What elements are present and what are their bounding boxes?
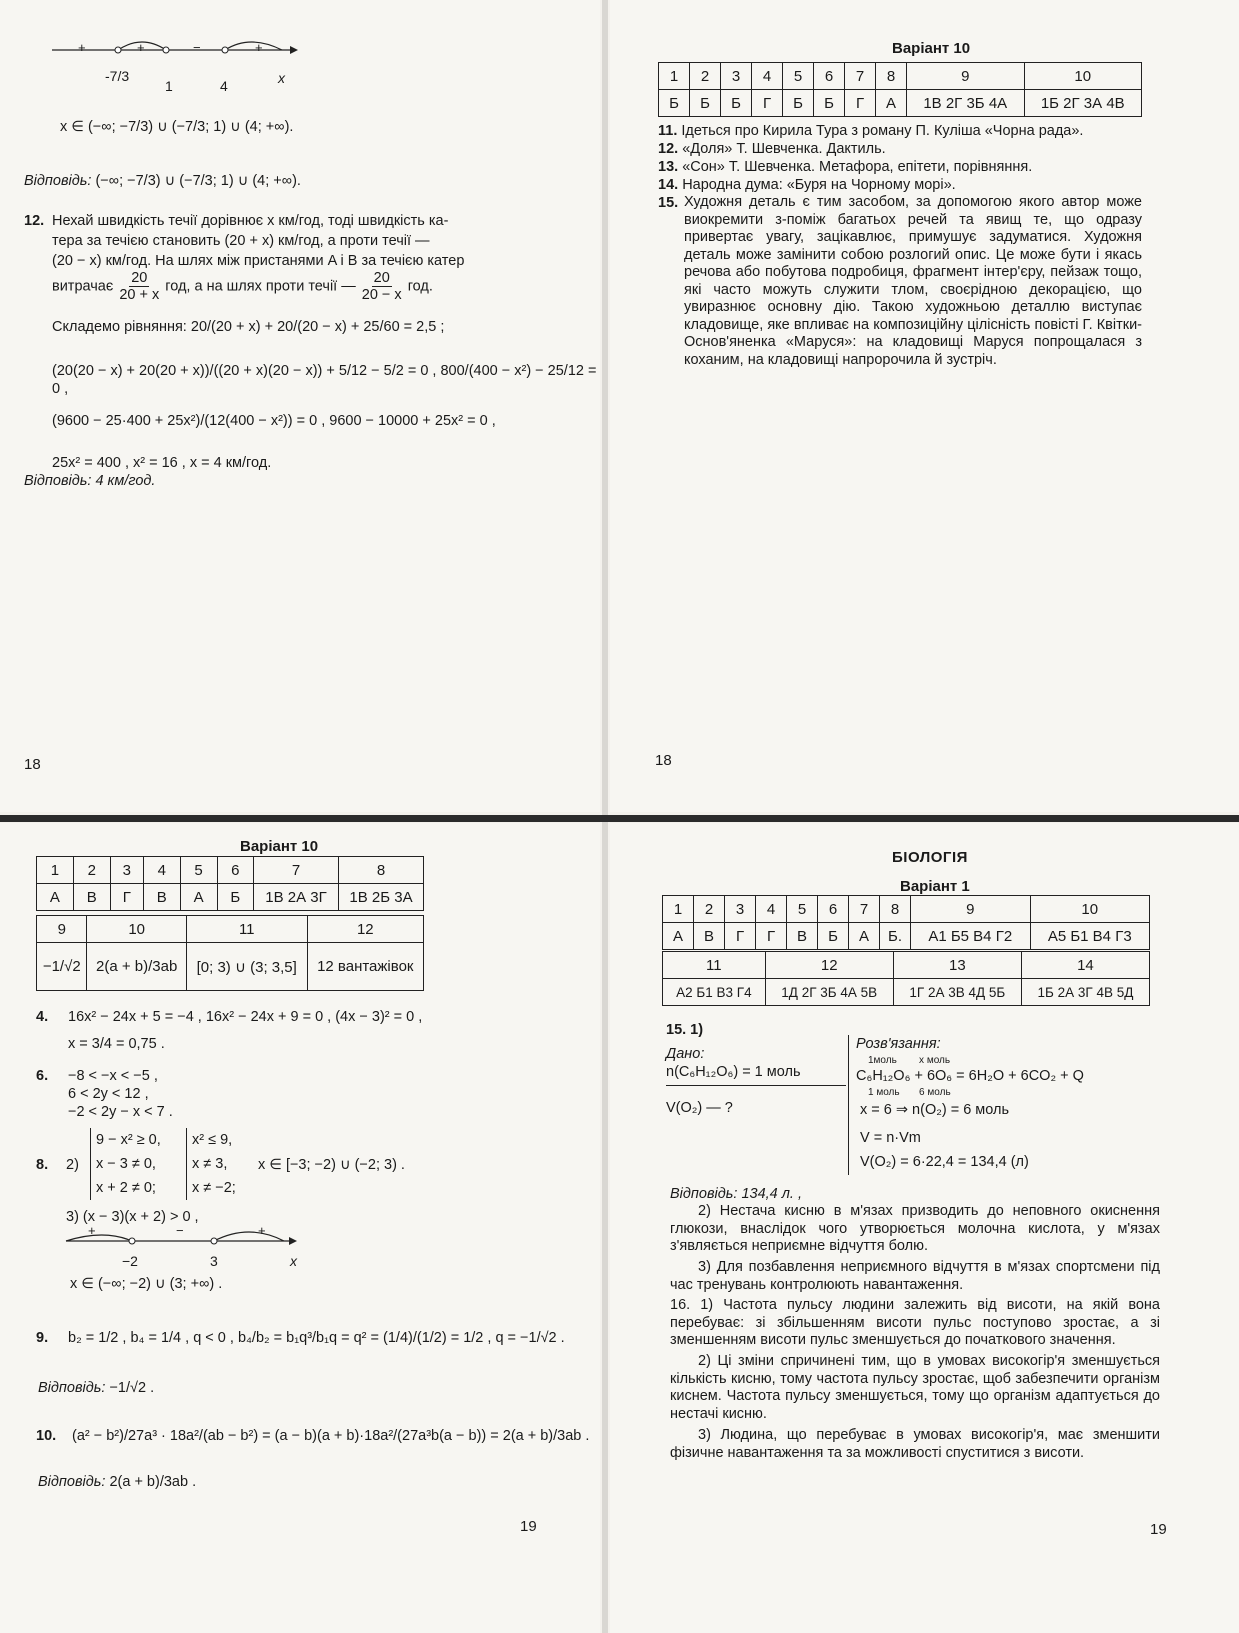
equation: (9600 − 25·400 + 25x²)/(12(400 − x²)) = 0 , 9600 − 10000 + 25x² = 0 ,: [52, 413, 496, 429]
table-cell: 10: [1024, 63, 1142, 90]
table-cell: Б: [783, 90, 814, 117]
table-cell: Б: [690, 90, 721, 117]
table-cell: В: [694, 923, 725, 950]
item-text: Ідеться про Кирила Тура з роману П. Куліша «Чорна рада».: [681, 123, 1084, 139]
tick-label: x: [290, 1253, 297, 1269]
paragraph: 16. 1) Частота пульсу людини залежить від висоти, на якій вона перебуває: зі збільшенням висоти пульс поступово зростає, а зі зменшенням висоти пульс зменшується до початкового значення.: [670, 1297, 1160, 1348]
paragraph: 2) Нестача кисню в м'язах призводить до неповного окиснення глюкози, внаслідок чого утворюється молочна кислота, у м'язах з'являється неприємне відчуття болю.: [670, 1203, 1160, 1254]
text-fragment: год.: [407, 278, 433, 295]
table-cell: 1Д 2Г 3Б 4А 5В: [765, 979, 893, 1006]
table-cell: 7: [254, 857, 339, 884]
table-cell: 2: [73, 857, 110, 884]
table-cell: А: [849, 923, 880, 950]
table-cell: 7: [849, 896, 880, 923]
answer-table-1: [662, 895, 1150, 950]
equation: V(O₂) = 6·22,4 = 134,4 (л): [860, 1154, 1029, 1170]
equation: C₆H₁₂O₆ + 6O₆ = 6H₂O + 6CO₂ + Q: [856, 1068, 1084, 1084]
item-number: 12.: [658, 141, 679, 157]
page-number: 18: [655, 752, 672, 769]
equation: 6 < 2y < 12 ,: [68, 1086, 149, 1102]
sign-plus-3: +: [255, 40, 263, 55]
variant-title: Варіант 10: [240, 838, 319, 855]
tick-label: 4: [220, 78, 228, 94]
page-number: 18: [24, 756, 41, 773]
page-top-left: [0, 0, 600, 812]
table-cell: 11: [663, 952, 766, 979]
table-cell: 7: [845, 63, 876, 90]
table-cell: Г: [110, 884, 143, 911]
table-cell: 8: [339, 857, 424, 884]
table-row: [37, 884, 424, 911]
answer-line: [24, 172, 301, 190]
text-line: (20 − x) км/год. На шлях між пристанями A і B за течією катер: [52, 253, 465, 269]
table-cell: 9: [37, 916, 87, 943]
list-item: [658, 122, 1083, 140]
answer-table: [658, 62, 1142, 117]
table-cell: 10: [1030, 896, 1150, 923]
table-cell: 8: [876, 63, 907, 90]
tick-label: -7/3: [105, 68, 130, 84]
system-line: 9 − x² ≥ 0,: [96, 1132, 161, 1148]
answer-line: Відповідь: 134,4 л. ,: [670, 1186, 803, 1202]
system-line: x² ≤ 9,: [192, 1132, 233, 1148]
item-text: «Доля» Т. Шевченка. Дактиль.: [682, 141, 886, 157]
page-bottom-left: [0, 823, 600, 1633]
table-row: [659, 90, 1142, 117]
table-cell: 12: [307, 916, 423, 943]
table-cell: 5: [783, 63, 814, 90]
tick-label: −2: [122, 1253, 138, 1269]
table-cell: 1В 2Г 3Б 4А: [907, 90, 1025, 117]
solution-divider: [848, 1035, 849, 1175]
table-cell: 5: [180, 857, 217, 884]
table-cell: В: [73, 884, 110, 911]
problem-number: 4.: [36, 1009, 49, 1025]
table-cell: 11: [186, 916, 307, 943]
numerator: 20: [131, 270, 148, 286]
table-row: [663, 979, 1150, 1006]
given-divider: [666, 1085, 846, 1086]
table-cell: А: [876, 90, 907, 117]
table-row: [37, 943, 424, 991]
equation: 3) (x − 3)(x + 2) > 0 ,: [66, 1209, 199, 1225]
item-number: 13.: [658, 159, 679, 175]
table-cell: 1Б 2А 3Г 4В 5Д: [1021, 979, 1149, 1006]
text-line: тера за течією становить (20 + x) км/год, а проти течії —: [52, 233, 430, 249]
text-fragment: витрачає: [52, 278, 114, 295]
table-cell: А2 Б1 В3 Г4: [663, 979, 766, 1006]
table-cell: 2: [694, 896, 725, 923]
table-cell: 6: [818, 896, 849, 923]
table-cell: 5: [787, 896, 818, 923]
table-header-row: [37, 916, 424, 943]
table-cell: 10: [87, 916, 186, 943]
given-label: Дано:: [666, 1046, 705, 1062]
table-cell: 1: [37, 857, 74, 884]
table-cell: В: [787, 923, 818, 950]
table-cell: В: [143, 884, 180, 911]
answer-table-2: [36, 915, 424, 991]
table-header-row: [659, 63, 1142, 90]
equation: −8 < −x < −5 ,: [68, 1068, 158, 1084]
tick-label: x: [278, 70, 285, 86]
tick-label: 3: [210, 1253, 218, 1269]
table-header-row: [663, 896, 1150, 923]
text-line-fractions: [52, 270, 522, 303]
table-cell: 3: [110, 857, 143, 884]
table-cell: 14: [1021, 952, 1149, 979]
sign-plus: +: [258, 1223, 266, 1238]
variant-title: Варіант 1: [900, 878, 970, 895]
sign-plus-1: +: [78, 40, 86, 55]
fraction: [360, 270, 404, 303]
table-cell: 1В 2Б 3А: [339, 884, 424, 911]
table-cell: 2(a + b)/3ab: [87, 943, 186, 991]
table-cell: Г: [752, 90, 783, 117]
table-cell: 1Б 2Г 3А 4В: [1024, 90, 1142, 117]
list-item: [658, 176, 956, 194]
table-cell: А5 Б1 В4 Г3: [1030, 923, 1150, 950]
problem-number: 9.: [36, 1330, 49, 1346]
equation: 20/(20 + x) + 20/(20 − x) + 25/60 = 2,5 ;: [190, 319, 445, 335]
problem-number: 10.: [36, 1428, 57, 1444]
text-fragment: год, а на шлях проти течії —: [165, 278, 356, 295]
problem-number: 15. 1): [666, 1022, 704, 1038]
table-cell: 4: [756, 896, 787, 923]
table-cell: −1/√2: [37, 943, 87, 991]
table-cell: 9: [911, 896, 1031, 923]
equation: x = 3/4 = 0,75 .: [68, 1036, 165, 1052]
page-top-right: [610, 0, 1239, 812]
table-cell: 1: [663, 896, 694, 923]
page-number: 19: [520, 1518, 537, 1535]
numerator: 20: [373, 270, 390, 286]
answer-value: (−∞; −7/3) ∪ (−7/3; 1) ∪ (4; +∞).: [95, 173, 301, 189]
equation: V = n·Vm: [860, 1130, 921, 1146]
list-item: [658, 140, 886, 158]
system-1: [90, 1128, 161, 1200]
page-bottom-right: [610, 823, 1239, 1633]
answer-line: [38, 1473, 196, 1491]
sub-label: 2): [66, 1157, 79, 1173]
equation: x ∈ [−3; −2) ∪ (−2; 3) .: [258, 1157, 405, 1173]
table-cell: 6: [217, 857, 253, 884]
answer-label: Відповідь:: [38, 1380, 106, 1396]
denominator: 20 + x: [119, 287, 160, 303]
variant-title: Варіант 10: [892, 40, 971, 57]
answer-label: Відповідь:: [38, 1474, 106, 1490]
answer-line: [38, 1379, 154, 1397]
sign-minus: −: [176, 1223, 184, 1238]
text-fragment: Складемо рівняння:: [52, 319, 187, 335]
table-cell: 9: [907, 63, 1025, 90]
answer-label: Відповідь:: [24, 173, 92, 189]
item-number: 11.: [658, 123, 678, 139]
problem-number: 6.: [36, 1068, 49, 1084]
horizontal-divider: [0, 815, 1239, 822]
table-cell: 3: [725, 896, 756, 923]
table-cell: А1 Б5 В4 Г2: [911, 923, 1031, 950]
paragraph: Художня деталь є тим засобом, за допомогою якого автор може виокремити з-поміж багатьох речей та явищ те, що одразу привертає увагу, зацікавлює, примушує задуматися. Художня деталь може замінити собою розлогий опис. Це може бути і якась речова або побутова подробиця, фрагмент інтер'єру, пейзаж тощо, які часто можуть служити тлом, своєрідною декорацією, що увиразнює основну дію. Такою художньою деталлю виступає кладовище, яке впливає на композиційну цілісність повісті Г. Квітки-Основ'яненка «Маруся»: на кладовищі Маруся попрощалася з коханим, на кладовищі напророчила й зустріч.: [684, 194, 1142, 368]
table-cell: А: [37, 884, 74, 911]
paragraph: 3) Для позбавлення неприємного відчуття в м'язах спортсмени під час тренувань контролюють навантаження.: [670, 1259, 1160, 1293]
table-cell: А: [180, 884, 217, 911]
answer-table-1: [36, 856, 424, 911]
subject-title: БІОЛОГІЯ: [892, 849, 968, 866]
equation: b₂ = 1/2 , b₄ = 1/4 , q < 0 , b₄/b₂ = b₁q³/b₁q = q² = (1/4)/(1/2) = 1/2 , q = −1/√2 .: [68, 1330, 565, 1346]
set-line: x ∈ (−∞; −2) ∪ (3; +∞) .: [70, 1276, 223, 1292]
table-cell: Б: [818, 923, 849, 950]
equation: x = 6 ⇒ n(O₂) = 6 моль: [860, 1102, 1010, 1118]
table-cell: 1: [659, 63, 690, 90]
system-line: x ≠ −2;: [192, 1180, 236, 1196]
equation: 25x² = 400 , x² = 16 , x = 4 км/год.: [52, 455, 272, 471]
list-item: [658, 158, 1032, 176]
table-cell: 3: [721, 63, 752, 90]
given-line: n(C₆H₁₂O₆) = 1 моль: [666, 1064, 801, 1080]
item-text: Народна дума: «Буря на Чорному морі».: [682, 177, 956, 193]
table-cell: Г: [845, 90, 876, 117]
given-line: V(O₂) — ?: [666, 1100, 733, 1116]
table-cell: Б.: [880, 923, 911, 950]
table-cell: 1Г 2А 3В 4Д 5Б: [893, 979, 1021, 1006]
table-cell: 6: [814, 63, 845, 90]
answer-table-2: [662, 951, 1150, 1006]
table-cell: Г: [756, 923, 787, 950]
equation: 16x² − 24x + 5 = −4 , 16x² − 24x + 9 = 0 , (4x − 3)² = 0 ,: [68, 1009, 423, 1025]
fraction: [117, 270, 161, 303]
system-line: x − 3 ≠ 0,: [96, 1156, 156, 1172]
table-row: [663, 923, 1150, 950]
equation: (a² − b²)/27a³ · 18a²/(ab − b²) = (a − b)(a + b)·18a²/(27a³b(a − b)) = 2(a + b)/3ab .: [72, 1428, 590, 1444]
paragraph: 2) Ці зміни спричинені тим, що в умовах високогір'я зменшується кількість кисню, тому частота пульсу зростає, щоб забезпечити організм киснем. Частота пульсу зменшується, тому що організм адаптується до нестачі кисню.: [670, 1353, 1160, 1422]
item-number: 14.: [658, 177, 679, 193]
table-cell: 13: [893, 952, 1021, 979]
table-header-row: [37, 857, 424, 884]
sign-plus: +: [88, 1223, 96, 1238]
table-cell: Г: [725, 923, 756, 950]
table-cell: 2: [690, 63, 721, 90]
table-cell: Б: [659, 90, 690, 117]
sign-minus: −: [193, 40, 201, 55]
table-cell: 12: [765, 952, 893, 979]
page-number: 19: [1150, 1521, 1167, 1538]
problem-number: 8.: [36, 1157, 49, 1173]
item-text: «Сон» Т. Шевченка. Метафора, епітети, порівняння.: [682, 159, 1033, 175]
text-line: Нехай швидкість течії дорівнює x км/год, тоді швидкість ка-: [52, 213, 449, 229]
answer-value: −1/√2 .: [109, 1380, 155, 1396]
system-2: [186, 1128, 236, 1200]
table-cell: А: [663, 923, 694, 950]
set-line: x ∈ (−∞; −7/3) ∪ (−7/3; 1) ∪ (4; +∞).: [60, 119, 294, 135]
table-header-row: [663, 952, 1150, 979]
system-line: x + 2 ≠ 0;: [96, 1180, 156, 1196]
solution-label: Розв'язання:: [856, 1036, 941, 1052]
table-cell: [0; 3) ∪ (3; 3,5]: [186, 943, 307, 991]
table-cell: Б: [721, 90, 752, 117]
paragraph: 3) Людина, що перебуває в умовах високогір'я, має зменшити фізичне навантаження та за можливості спуститися з висоти.: [670, 1427, 1160, 1461]
mole-annotation: 1моль x моль: [868, 1055, 951, 1066]
problem-number: 12.: [24, 213, 45, 229]
equation: (20(20 − x) + 20(20 + x))/((20 + x)(20 − x)) + 5/12 − 5/2 = 0 , 800/(400 − x²) − 25/12 = 0 ,: [52, 363, 597, 397]
mole-annotation: 1 моль 6 моль: [868, 1087, 951, 1098]
table-cell: 12 вантажівок: [307, 943, 423, 991]
table-cell: Б: [814, 90, 845, 117]
table-cell: 4: [752, 63, 783, 90]
equation: −2 < 2y − x < 7 .: [68, 1104, 173, 1120]
item-number: 15.: [658, 195, 679, 211]
number-line-2: [64, 1225, 304, 1255]
denominator: 20 − x: [361, 287, 402, 303]
table-cell: 8: [880, 896, 911, 923]
system-line: x ≠ 3,: [192, 1156, 228, 1172]
answer-value: 2(a + b)/3ab .: [109, 1474, 197, 1490]
text-line: [52, 318, 444, 336]
tick-label: 1: [165, 78, 173, 94]
table-cell: Б: [217, 884, 253, 911]
sign-plus-2: +: [137, 40, 145, 55]
answer-line: Відповідь: 4 км/год.: [24, 473, 156, 489]
table-cell: 4: [143, 857, 180, 884]
table-cell: 1В 2А 3Г: [254, 884, 339, 911]
